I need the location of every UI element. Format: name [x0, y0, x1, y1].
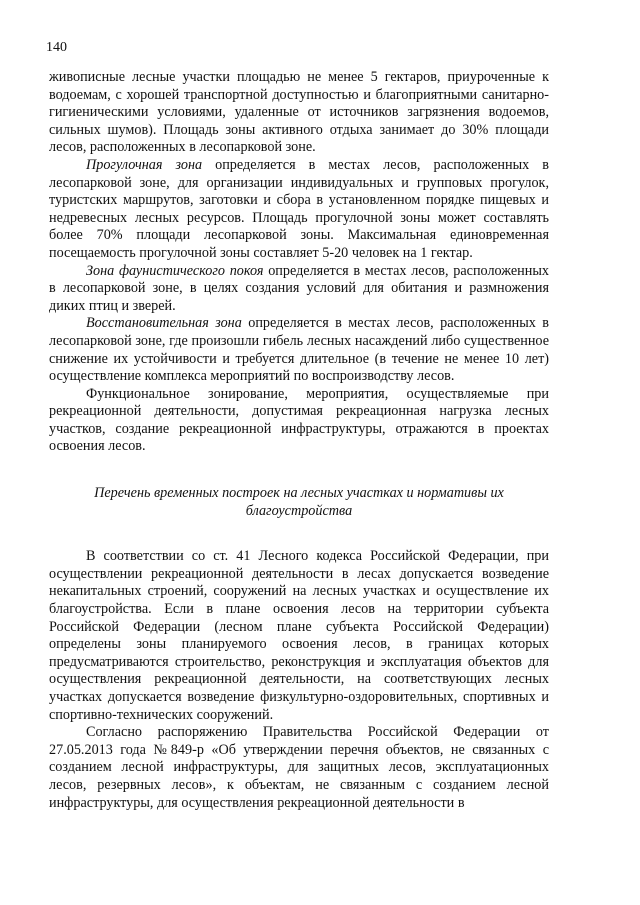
- paragraph-fauna-rest-zone: [49, 263, 549, 316]
- paragraph-government-order: [49, 724, 549, 812]
- document-body: [49, 69, 549, 812]
- section-heading: [49, 485, 549, 520]
- paragraph-forest-code: [49, 548, 549, 724]
- paragraph-text: определяется в местах лесов, расположенных в лесопарковой зоне, для организации индивидуальных и групповых прогулок, туристских маршрутов, заготовки и сбора в установленном порядке пищевых и недревесных лесных ресурсов. Площадь прогулочной зоны может составлять более 70% площади лесопарковой зоны. Максимальная единовременная посещаемость прогулочной зоны составляет 5-20 человек на 1 гектар.: [49, 156, 549, 261]
- paragraph-active-rest-zone: [49, 69, 549, 157]
- paragraph-functional-zoning: [49, 386, 549, 456]
- zone-term: Зона фаунистического покоя: [86, 262, 264, 279]
- zone-term: Восстановительная зона: [86, 315, 242, 332]
- paragraph-text: Функциональное зонирование, мероприятия, осуществляемые при рекреационной деятельности, допустимая рекреационная нагрузка лесных участков, создание рекреационной инфраструктуры, отражаются в проектах освоения лесов.: [49, 385, 549, 455]
- paragraph-text: Согласно распоряжению Правительства Российской Федерации от 27.05.2013 года №849-р «Об утверждении перечня объектов, не связанных с созданием лесной инфраструктуры, для защитных лесов, эксплуатационных лесов, резервных лесов», к объектам, не связанным с созданием лесной инфраструктуры, для осуществления рекреационной деятельности в: [49, 724, 549, 811]
- paragraph-text: определяется в местах лесов, расположенных в лесопарковой зоне, где произошли гибель лесных насаждений либо существенное снижение их устойчивости и требуется длительное (в течение не менее 10 лет) осуществление комплекса мероприятий по воспроизводству лесов.: [49, 315, 549, 385]
- paragraph-walking-zone: [49, 157, 549, 263]
- section-heading-line-1: Перечень временных построек на лесных участках и нормативы их: [94, 485, 504, 502]
- paragraph-text: живописные лесные участки площадью не менее 5 гектаров, приуроченные к водоемам, с хорошей транспортной доступностью и благоприятными санитарно-гигиеническими условиями, удаленные от источников загрязнения водоемов, сильных шумов). Площадь зоны активного отдыха занимает до 30% площади лесов, расположенных в лесопарковой зоне.: [49, 69, 549, 156]
- paragraph-text: определяется в местах лесов, расположенных в лесопарковой зоне, в целях создания условий для обитания и размножения диких птиц и зверей.: [49, 262, 549, 314]
- page-number: 140: [46, 40, 67, 55]
- paragraph-text: В соответствии со ст. 41 Лесного кодекса Российской Федерации, при осуществлении рекреационной деятельности в лесах допускается возведение некапитальных строений, сооружений на лесных участках и осуществление их благоустройства. Если в плане освоения лесов на территории субъекта Российской Федерации (лесном плане субъекта Российской Федерации) определены зоны планируемого освоения лесов, в границах которых предусматриваются строительство, реконструкция и эксплуатация объектов для осуществления рекреационной деятельности, на соответствующих лесных участках допускается возведение физкультурно-оздоровительных, спортивных и спортивно-технических сооружений.: [49, 548, 549, 723]
- paragraph-restoration-zone: [49, 315, 549, 385]
- section-heading-line-2: благоустройства: [245, 502, 353, 519]
- zone-term: Прогулочная зона: [86, 156, 203, 173]
